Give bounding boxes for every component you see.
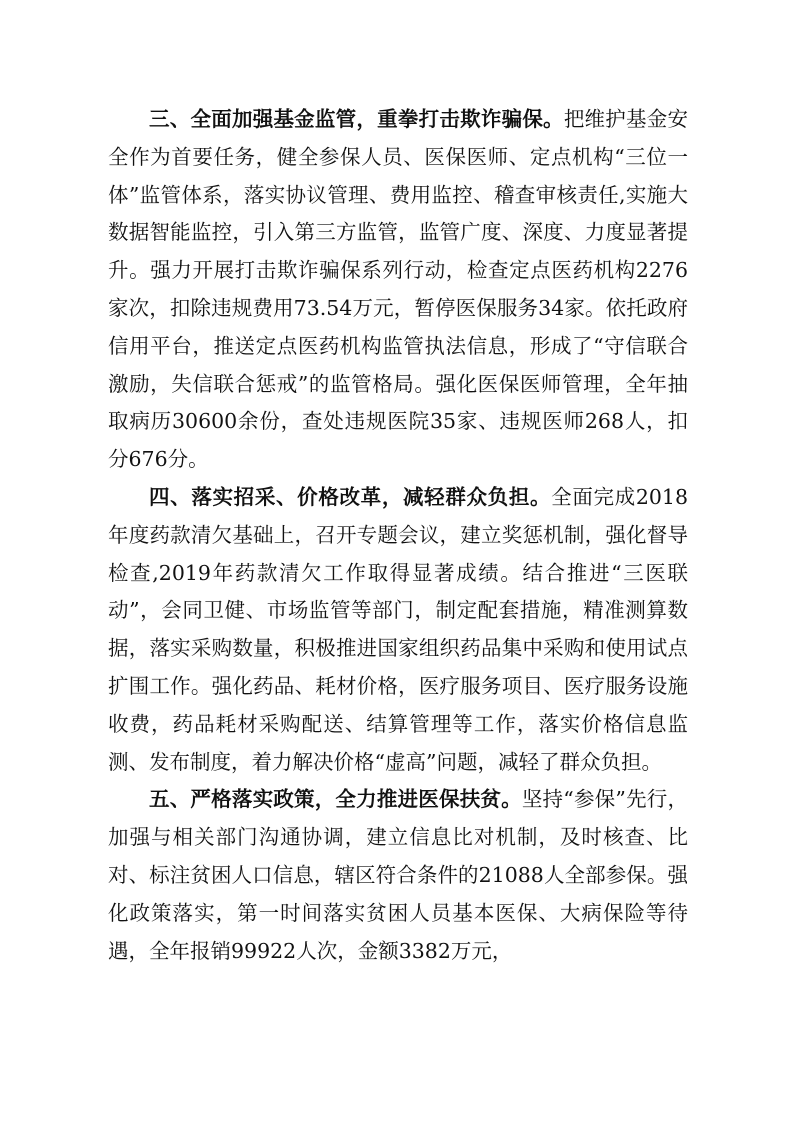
document-body (108, 101, 688, 970)
section-heading-five: 五、严格落实政策，全力推进医保扶贫。 (149, 787, 522, 812)
paragraph-body-five: 坚持“参保”先行，加强与相关部门沟通协调，建立信息比对机制，及时核查、比对、标注贫困人口信息，辖区符合条件的21088人全部参保。强化政策落实，第一时间落实贫困人员基本医保、大病保险等待遇，全年报销99922人次，金额3382万元， (108, 787, 689, 963)
paragraph-poverty-alleviation (108, 781, 688, 970)
paragraph-body-four: 全面完成2018年度药款清欠基础上，召开专题会议，建立奖惩机制，强化督导检查,2019年药款清欠工作取得显著成绩。结合推进“三医联动”，会同卫健、市场监管等部门，制定配套措施，精准测算数据，落实采购数量，积极推进国家组织药品集中采购和使用试点扩围工作。强化药品、耗材价格，医疗服务项目、医疗服务设施收费，药品耗材采购配送、结算管理等工作，落实价格信息监测、发布制度，着力解决价格“虚高”问题，减轻了群众负担。 (108, 484, 689, 774)
section-heading-four: 四、落实招采、价格改革，减轻群众负担。 (149, 484, 552, 509)
paragraph-fund-supervision (108, 101, 688, 479)
paragraph-body-three: 把维护基金安全作为首要任务，健全参保人员、医保医师、定点机构“三位一体”监管体系，落实协议管理、费用监控、稽查审核责任,实施大数据智能监控，引入第三方监管，监管广度、深度、力度显著提升。强力开展打击欺诈骗保系列行动，检查定点医药机构2276家次，扣除违规费用73.54万元，暂停医保服务34家。依托政府信用平台，推送定点医药机构监管执法信息，形成了“守信联合激励，失信联合惩戒”的监管格局。强化医保医师管理，全年抽取病历30600余份，查处违规医院35家、违规医师268人，扣分676分。 (108, 107, 689, 472)
paragraph-procurement-price-reform (108, 479, 688, 781)
section-heading-three: 三、全面加强基金监管，重拳打击欺诈骗保。 (149, 107, 564, 131)
